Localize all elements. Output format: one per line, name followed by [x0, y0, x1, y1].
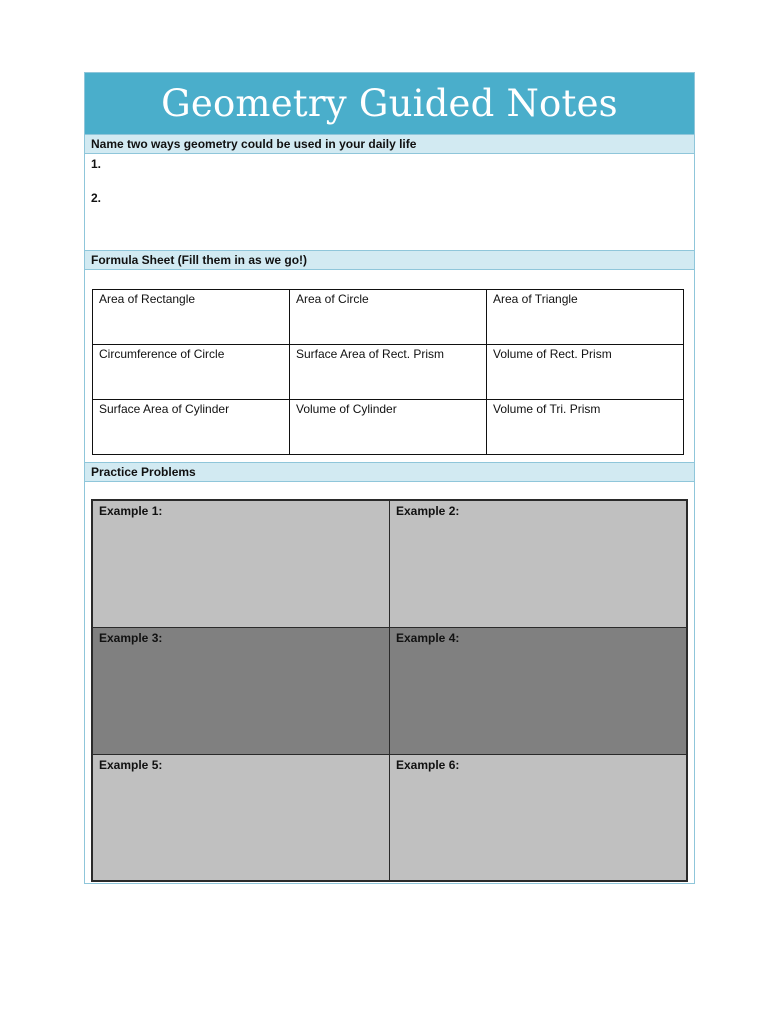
- formula-cell: Surface Area of Rect. Prism: [290, 345, 487, 400]
- formula-row: [93, 290, 684, 345]
- formula-row: [93, 345, 684, 400]
- answer-line-2: 2.: [91, 191, 102, 205]
- formula-cell: Surface Area of Cylinder: [93, 400, 290, 455]
- answer-line-1: 1.: [91, 157, 102, 171]
- practice-row: [92, 500, 687, 627]
- practice-problems-heading: Practice Problems: [85, 462, 694, 482]
- page-title: Geometry Guided Notes: [161, 82, 618, 125]
- formula-cell: Area of Triangle: [487, 290, 684, 345]
- formula-cell: Volume of Tri. Prism: [487, 400, 684, 455]
- example-cell-1: Example 1:: [92, 500, 390, 627]
- practice-table: [91, 499, 688, 882]
- practice-row: [92, 754, 687, 881]
- example-cell-4: Example 4:: [390, 627, 688, 754]
- formula-cell: Area of Circle: [290, 290, 487, 345]
- worksheet: [84, 72, 695, 884]
- formula-cell: Volume of Rect. Prism: [487, 345, 684, 400]
- example-cell-5: Example 5:: [92, 754, 390, 881]
- formula-row: [93, 400, 684, 455]
- daily-life-heading: Name two ways geometry could be used in your daily life: [85, 134, 694, 154]
- formula-table: [92, 289, 684, 455]
- example-cell-3: Example 3:: [92, 627, 390, 754]
- example-cell-2: Example 2:: [390, 500, 688, 627]
- formula-cell: Circumference of Circle: [93, 345, 290, 400]
- example-cell-6: Example 6:: [390, 754, 688, 881]
- formula-cell: Area of Rectangle: [93, 290, 290, 345]
- title-bar: [85, 73, 694, 134]
- formula-cell: Volume of Cylinder: [290, 400, 487, 455]
- formula-sheet-heading: Formula Sheet (Fill them in as we go!): [85, 250, 694, 270]
- practice-row: [92, 627, 687, 754]
